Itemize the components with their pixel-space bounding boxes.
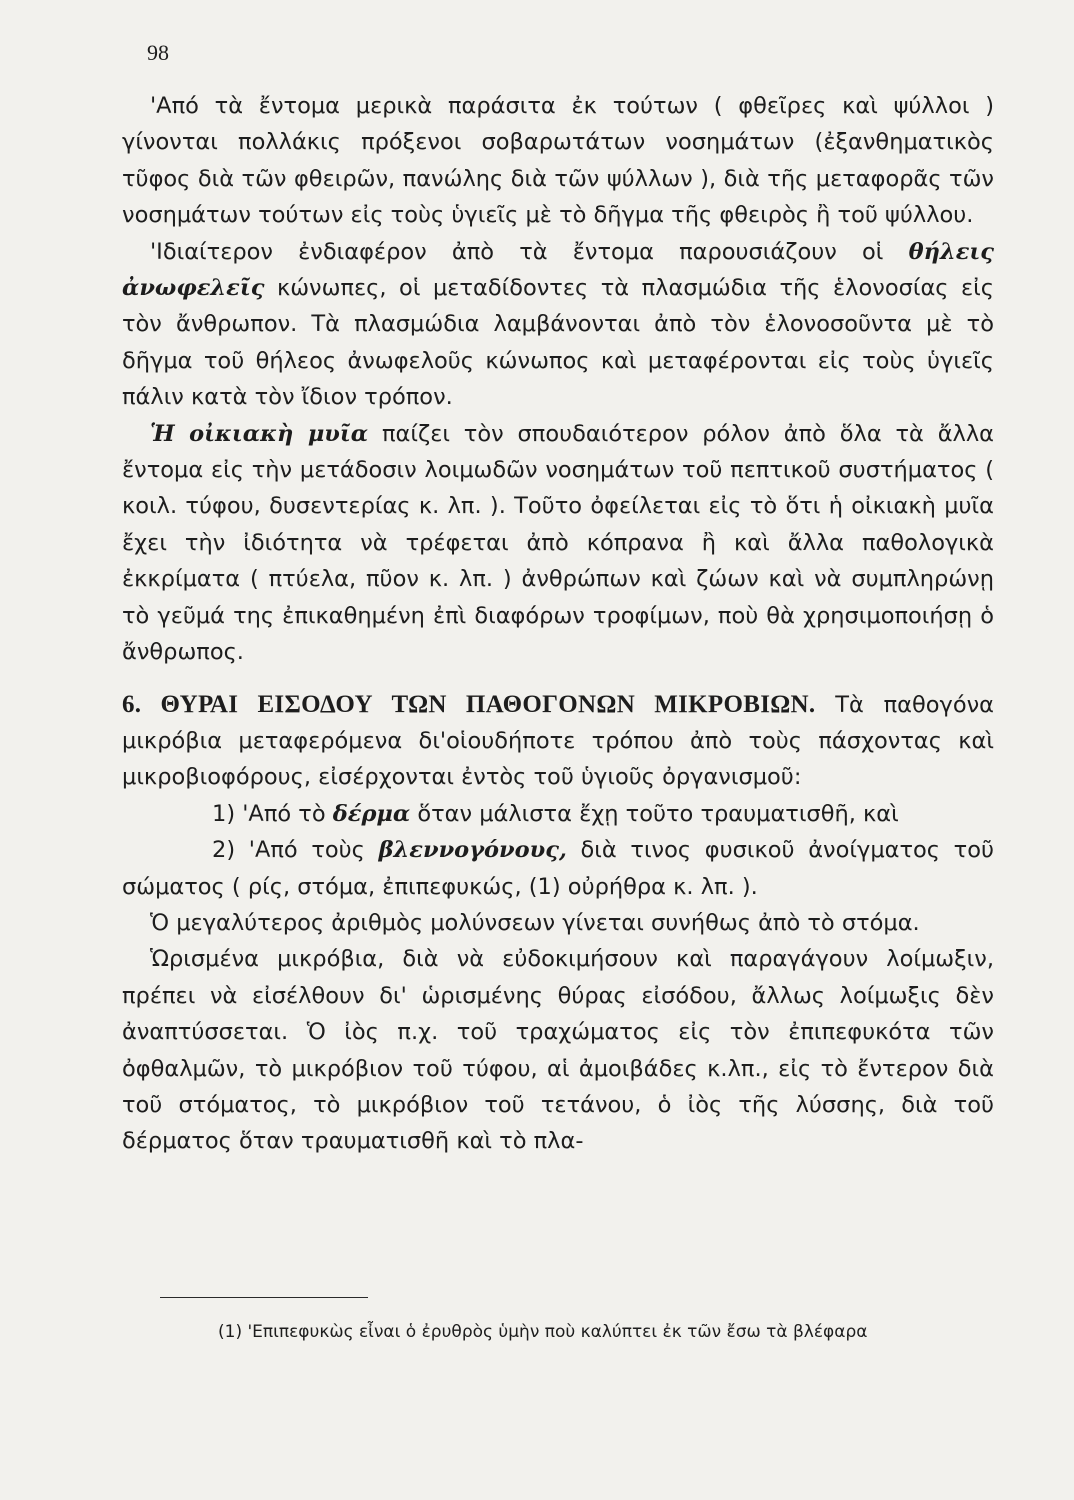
emphasized-term: βλεννογόνους, xyxy=(378,837,567,864)
footnote-divider xyxy=(160,1297,368,1298)
list-item-text: 1) 'Από τὸ xyxy=(212,800,333,827)
paragraph-text: παίζει τὸν σπουδαιότερον ρόλον ἀπὸ ὅλα τὰ ἄλλα ἔντομα εἰς τὴν μετάδοσιν λοιμωδῶν νοσημάτων τοῦ πεπτικοῦ συστήματος ( κοιλ. τύφου, δυσεντερίας κ. λπ. ). Τοῦτο ὀφείλεται εἰς τὸ ὅτι ἡ οἰκιακὴ μυῖα ἔχει τὴν ἰδιότητα νὰ τρέφεται ἀπὸ κόπρανα ἢ καὶ ἄλλα παθολογικὰ ἐκκρίματα ( πτύελα, πῦον κ. λπ. ) ἀνθρώπων καὶ ζώων καὶ νὰ συμπληρώνῃ τὸ γεῦμά της ἐπικαθημένη ἐπὶ διαφόρων τροφίμων, ποὺ θὰ χρησιμοποιήσῃ ὁ ἄνθρωπος. xyxy=(122,420,994,666)
emphasized-term: δέρμα xyxy=(332,800,411,827)
page-number: 98 xyxy=(147,40,169,65)
footnote: (1) 'Επιπεφυκὼς εἶναι ὁ ἐρυθρὸς ὑμὴν ποὺ καλύπτει ἐκ τῶν ἔσω τὰ βλέφαρα xyxy=(218,1322,868,1342)
body-text xyxy=(122,88,994,1160)
list-item-text: 2) 'Από τοὺς xyxy=(212,837,379,864)
emphasized-term: Ἡ οἰκιακὴ μυῖα xyxy=(150,420,369,447)
emphasized-term: θήλεις ἀνωφελεῖς xyxy=(122,238,994,302)
paragraph-entry-ports: Ὡρισμένα μικρόβια, διὰ νὰ εὐδοκιμήσουν καὶ παραγάγουν λοίμωξιν, πρέπει νὰ εἰσέλθουν δι' ὡρισμένης θύρας εἰσόδου, ἄλλως λοίμωξις δὲν ἀναπτύσσεται. Ὁ ἰὸς π.χ. τοῦ τραχώματος εἰς τὸν ἐπιπεφυκότα τῶν ὀφθαλμῶν, τὸ μικρόβιον τοῦ τύφου, αἱ ἀμοιβάδες κ.λπ., εἰς τὸ ἔντερον διὰ τοῦ στόματος, τὸ μικρόβιον τοῦ τετάνου, ὁ ἰὸς τῆς λύσσης, διὰ τοῦ δέρματος ὅταν τραυματισθῆ καὶ τὸ πλα- xyxy=(122,946,994,1155)
section-intro: Τὰ παθογόνα μικρόβια μεταφερόμενα δι'οἱουδήποτε τρόπου ἀπὸ τοὺς πάσχοντας καὶ μικροβιοφόρους, εἰσέρχονται ἐντὸς τοῦ ὑγιοῦς ὀργανισμοῦ: xyxy=(122,691,994,791)
paragraph-mosquitoes xyxy=(122,234,994,416)
list-item-text: διὰ τινος φυσικοῦ ἀνοίγματος τοῦ σώματος ( ρίς, στόμα, ἐπιπεφυκώς, (1) οὐρήθρα κ. λπ. ). xyxy=(122,837,994,900)
list-item xyxy=(122,796,994,832)
list-item xyxy=(122,832,994,905)
paragraph-parasites: 'Από τὰ ἔντομα μερικὰ παράσιτα ἐκ τούτων ( φθεῖρες καὶ ψύλλοι ) γίνονται πολλάκις πρόξενοι σοβαρωτάτων νοσημάτων (ἐξανθηματικὸς τῦφος διὰ τῶν φθειρῶν, πανώλης διὰ τῶν ψύλλων ), διὰ τῆς μεταφορᾶς τῶν νοσημάτων τούτων εἰς τοὺς ὑγιεῖς μὲ τὸ δῆγμα τῆς φθειρὸς ἢ τοῦ ψύλλου. xyxy=(122,93,994,229)
list-item-text: ὅταν μάλιστα ἔχῃ τοῦτο τραυματισθῆ, καὶ xyxy=(410,800,899,827)
paragraph-text: κώνωπες, οἱ μεταδίδοντες τὰ πλασμώδια τῆς ἑλονοσίας εἰς τὸν ἄνθρωπον. Τὰ πλασμώδια λαμβάνονται ἀπὸ τὸν ἑλονοσοῦντα μὲ τὸ δῆγμα τοῦ θήλεος ἀνωφελοῦς κώνωπος καὶ μεταφέρονται εἰς τοὺς ὑγιεῖς πάλιν κατὰ τὸν ἴδιον τρόπον. xyxy=(122,275,994,411)
section-heading: 6. ΘΥΡΑΙ ΕΙΣΟΔΟΥ ΤΩΝ ΠΑΘΟΓΟΝΩΝ ΜΙΚΡΟΒΙΩΝ. xyxy=(122,690,816,718)
section-paragraph xyxy=(122,687,994,796)
paragraph-text: 'Ιδιαίτερον ἐνδιαφέρον ἀπὸ τὰ ἔντομα παρουσιάζουν οἱ xyxy=(150,238,909,265)
paragraph-housefly xyxy=(122,416,994,671)
paragraph-mouth: Ὁ μεγαλύτερος ἀριθμὸς μολύνσεων γίνεται συνήθως ἀπὸ τὸ στόμα. xyxy=(150,909,920,936)
